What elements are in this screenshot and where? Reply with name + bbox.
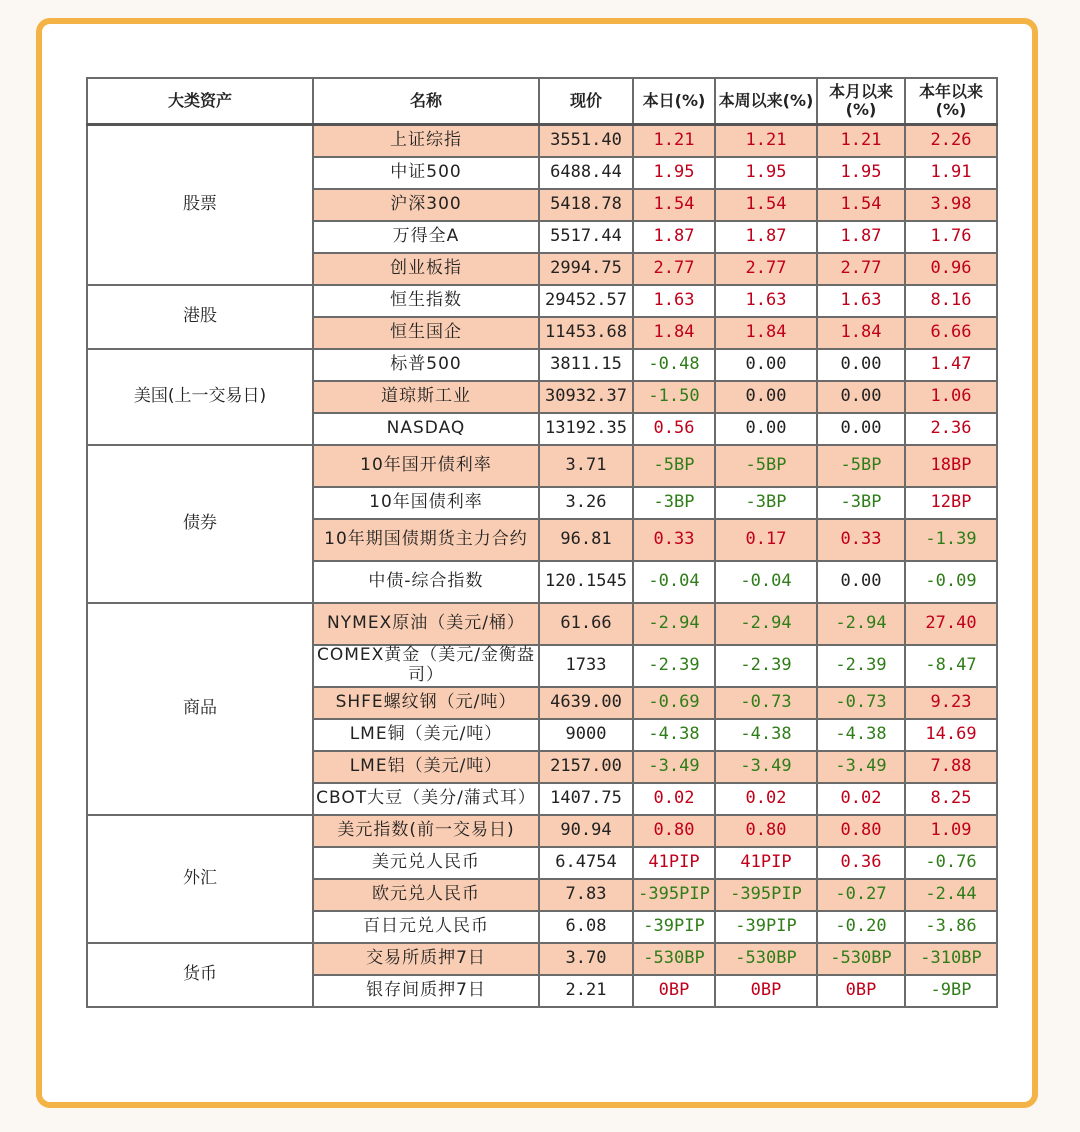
category-cell: 债券 (87, 445, 313, 603)
table-row (87, 603, 997, 645)
asset-name-cell: NYMEX原油（美元/桶） (313, 603, 539, 645)
header-week: 本周以来(%) (715, 78, 817, 125)
header-month: 本月以来(%) (817, 78, 905, 125)
ytd-cell: 1.91 (905, 157, 997, 189)
table-row (87, 125, 997, 158)
price-cell: 3811.15 (539, 349, 633, 381)
asset-name-cell: 中债-综合指数 (313, 561, 539, 603)
day-cell: 0.80 (633, 815, 715, 847)
asset-name-cell: LME铜（美元/吨） (313, 719, 539, 751)
day-cell: -2.94 (633, 603, 715, 645)
day-cell: -3BP (633, 487, 715, 519)
asset-name-cell: 欧元兑人民币 (313, 879, 539, 911)
day-cell: 1.63 (633, 285, 715, 317)
ytd-cell: 1.06 (905, 381, 997, 413)
asset-name-cell: 10年国开债利率 (313, 445, 539, 487)
month-cell: 0.00 (817, 349, 905, 381)
day-cell: -395PIP (633, 879, 715, 911)
day-cell: -4.38 (633, 719, 715, 751)
asset-name-cell: 交易所质押7日 (313, 943, 539, 975)
week-cell: -5BP (715, 445, 817, 487)
ytd-cell: 0.96 (905, 253, 997, 285)
price-cell: 4639.00 (539, 687, 633, 719)
ytd-cell: -310BP (905, 943, 997, 975)
ytd-cell: -0.76 (905, 847, 997, 879)
day-cell: -39PIP (633, 911, 715, 943)
table-row (87, 445, 997, 487)
day-cell: -3.49 (633, 751, 715, 783)
ytd-cell: 2.26 (905, 125, 997, 158)
month-cell: 2.77 (817, 253, 905, 285)
price-cell: 120.1545 (539, 561, 633, 603)
ytd-cell: 1.09 (905, 815, 997, 847)
month-cell: 1.95 (817, 157, 905, 189)
price-cell: 5418.78 (539, 189, 633, 221)
asset-name-cell: 中证500 (313, 157, 539, 189)
header-category: 大类资产 (87, 78, 313, 125)
day-cell: -530BP (633, 943, 715, 975)
month-cell: 0.00 (817, 413, 905, 445)
month-cell: 0.36 (817, 847, 905, 879)
asset-name-cell: LME铝（美元/吨） (313, 751, 539, 783)
month-cell: -2.39 (817, 645, 905, 687)
week-cell: -0.73 (715, 687, 817, 719)
ytd-cell: 2.36 (905, 413, 997, 445)
week-cell: -3.49 (715, 751, 817, 783)
table-row (87, 815, 997, 847)
price-cell: 2157.00 (539, 751, 633, 783)
table-body (87, 125, 997, 1008)
price-cell: 6.08 (539, 911, 633, 943)
ytd-cell: 1.47 (905, 349, 997, 381)
asset-name-cell: 上证综指 (313, 125, 539, 158)
month-cell: 1.87 (817, 221, 905, 253)
price-cell: 3551.40 (539, 125, 633, 158)
month-cell: 0BP (817, 975, 905, 1007)
price-cell: 3.70 (539, 943, 633, 975)
month-cell: 1.84 (817, 317, 905, 349)
day-cell: 1.87 (633, 221, 715, 253)
week-cell: 1.54 (715, 189, 817, 221)
month-cell: -2.94 (817, 603, 905, 645)
week-cell: 0.17 (715, 519, 817, 561)
day-cell: 1.95 (633, 157, 715, 189)
price-cell: 2.21 (539, 975, 633, 1007)
month-cell: 1.63 (817, 285, 905, 317)
asset-name-cell: 沪深300 (313, 189, 539, 221)
week-cell: -39PIP (715, 911, 817, 943)
ytd-cell: -9BP (905, 975, 997, 1007)
price-cell: 9000 (539, 719, 633, 751)
asset-name-cell: 万得全A (313, 221, 539, 253)
day-cell: -5BP (633, 445, 715, 487)
day-cell: 1.21 (633, 125, 715, 158)
asset-name-cell: COMEX黄金（美元/金衡盎司） (313, 645, 539, 687)
category-cell: 美国(上一交易日) (87, 349, 313, 445)
day-cell: 0.02 (633, 783, 715, 815)
asset-name-cell: CBOT大豆（美分/蒲式耳） (313, 783, 539, 815)
week-cell: 0.02 (715, 783, 817, 815)
price-cell: 11453.68 (539, 317, 633, 349)
day-cell: 0.56 (633, 413, 715, 445)
price-cell: 2994.75 (539, 253, 633, 285)
month-cell: -530BP (817, 943, 905, 975)
header-price: 现价 (539, 78, 633, 125)
ytd-cell: 18BP (905, 445, 997, 487)
asset-performance-table (86, 77, 998, 1008)
asset-name-cell: 10年国债利率 (313, 487, 539, 519)
header-day: 本日(%) (633, 78, 715, 125)
ytd-cell: 9.23 (905, 687, 997, 719)
month-cell: 0.00 (817, 561, 905, 603)
asset-name-cell: SHFE螺纹钢（元/吨） (313, 687, 539, 719)
price-cell: 3.71 (539, 445, 633, 487)
day-cell: -1.50 (633, 381, 715, 413)
month-cell: -3BP (817, 487, 905, 519)
ytd-cell: 6.66 (905, 317, 997, 349)
price-cell: 7.83 (539, 879, 633, 911)
week-cell: 1.21 (715, 125, 817, 158)
price-cell: 5517.44 (539, 221, 633, 253)
header-ytd: 本年以来(%) (905, 78, 997, 125)
asset-name-cell: NASDAQ (313, 413, 539, 445)
ytd-cell: 3.98 (905, 189, 997, 221)
price-cell: 96.81 (539, 519, 633, 561)
asset-name-cell: 美元指数(前一交易日) (313, 815, 539, 847)
week-cell: -2.39 (715, 645, 817, 687)
month-cell: -3.49 (817, 751, 905, 783)
month-cell: -0.20 (817, 911, 905, 943)
asset-name-cell: 标普500 (313, 349, 539, 381)
week-cell: 1.95 (715, 157, 817, 189)
price-cell: 1733 (539, 645, 633, 687)
header-name: 名称 (313, 78, 539, 125)
asset-name-cell: 创业板指 (313, 253, 539, 285)
ytd-cell: -2.44 (905, 879, 997, 911)
week-cell: 2.77 (715, 253, 817, 285)
price-cell: 1407.75 (539, 783, 633, 815)
asset-name-cell: 10年期国债期货主力合约 (313, 519, 539, 561)
asset-name-cell: 恒生国企 (313, 317, 539, 349)
category-cell: 股票 (87, 125, 313, 286)
day-cell: -0.04 (633, 561, 715, 603)
month-cell: -0.27 (817, 879, 905, 911)
table-row (87, 285, 997, 317)
price-cell: 61.66 (539, 603, 633, 645)
day-cell: 0.33 (633, 519, 715, 561)
ytd-cell: 14.69 (905, 719, 997, 751)
week-cell: 0.00 (715, 349, 817, 381)
week-cell: 0.80 (715, 815, 817, 847)
week-cell: 0BP (715, 975, 817, 1007)
week-cell: 1.63 (715, 285, 817, 317)
month-cell: 0.02 (817, 783, 905, 815)
day-cell: -0.69 (633, 687, 715, 719)
day-cell: -2.39 (633, 645, 715, 687)
category-cell: 港股 (87, 285, 313, 349)
price-cell: 90.94 (539, 815, 633, 847)
week-cell: 0.00 (715, 381, 817, 413)
price-cell: 6.4754 (539, 847, 633, 879)
ytd-cell: -3.86 (905, 911, 997, 943)
week-cell: 0.00 (715, 413, 817, 445)
month-cell: -5BP (817, 445, 905, 487)
ytd-cell: -8.47 (905, 645, 997, 687)
week-cell: -2.94 (715, 603, 817, 645)
day-cell: 1.54 (633, 189, 715, 221)
week-cell: -3BP (715, 487, 817, 519)
week-cell: 1.84 (715, 317, 817, 349)
asset-name-cell: 道琼斯工业 (313, 381, 539, 413)
ytd-cell: 27.40 (905, 603, 997, 645)
ytd-cell: 7.88 (905, 751, 997, 783)
ytd-cell: 8.25 (905, 783, 997, 815)
month-cell: -4.38 (817, 719, 905, 751)
day-cell: 2.77 (633, 253, 715, 285)
ytd-cell: -1.39 (905, 519, 997, 561)
month-cell: 0.80 (817, 815, 905, 847)
asset-name-cell: 美元兑人民币 (313, 847, 539, 879)
week-cell: -4.38 (715, 719, 817, 751)
price-cell: 3.26 (539, 487, 633, 519)
price-cell: 30932.37 (539, 381, 633, 413)
month-cell: 0.00 (817, 381, 905, 413)
asset-name-cell: 银存间质押7日 (313, 975, 539, 1007)
category-cell: 商品 (87, 603, 313, 815)
week-cell: -530BP (715, 943, 817, 975)
day-cell: 1.84 (633, 317, 715, 349)
week-cell: 41PIP (715, 847, 817, 879)
day-cell: -0.48 (633, 349, 715, 381)
header-row (87, 78, 997, 125)
table-row (87, 349, 997, 381)
ytd-cell: -0.09 (905, 561, 997, 603)
price-cell: 29452.57 (539, 285, 633, 317)
day-cell: 41PIP (633, 847, 715, 879)
ytd-cell: 8.16 (905, 285, 997, 317)
month-cell: 0.33 (817, 519, 905, 561)
price-cell: 13192.35 (539, 413, 633, 445)
month-cell: 1.54 (817, 189, 905, 221)
week-cell: 1.87 (715, 221, 817, 253)
week-cell: -0.04 (715, 561, 817, 603)
ytd-cell: 12BP (905, 487, 997, 519)
price-cell: 6488.44 (539, 157, 633, 189)
asset-name-cell: 百日元兑人民币 (313, 911, 539, 943)
ytd-cell: 1.76 (905, 221, 997, 253)
category-cell: 外汇 (87, 815, 313, 943)
table-row (87, 943, 997, 975)
asset-name-cell: 恒生指数 (313, 285, 539, 317)
day-cell: 0BP (633, 975, 715, 1007)
month-cell: -0.73 (817, 687, 905, 719)
month-cell: 1.21 (817, 125, 905, 158)
week-cell: -395PIP (715, 879, 817, 911)
category-cell: 货币 (87, 943, 313, 1007)
